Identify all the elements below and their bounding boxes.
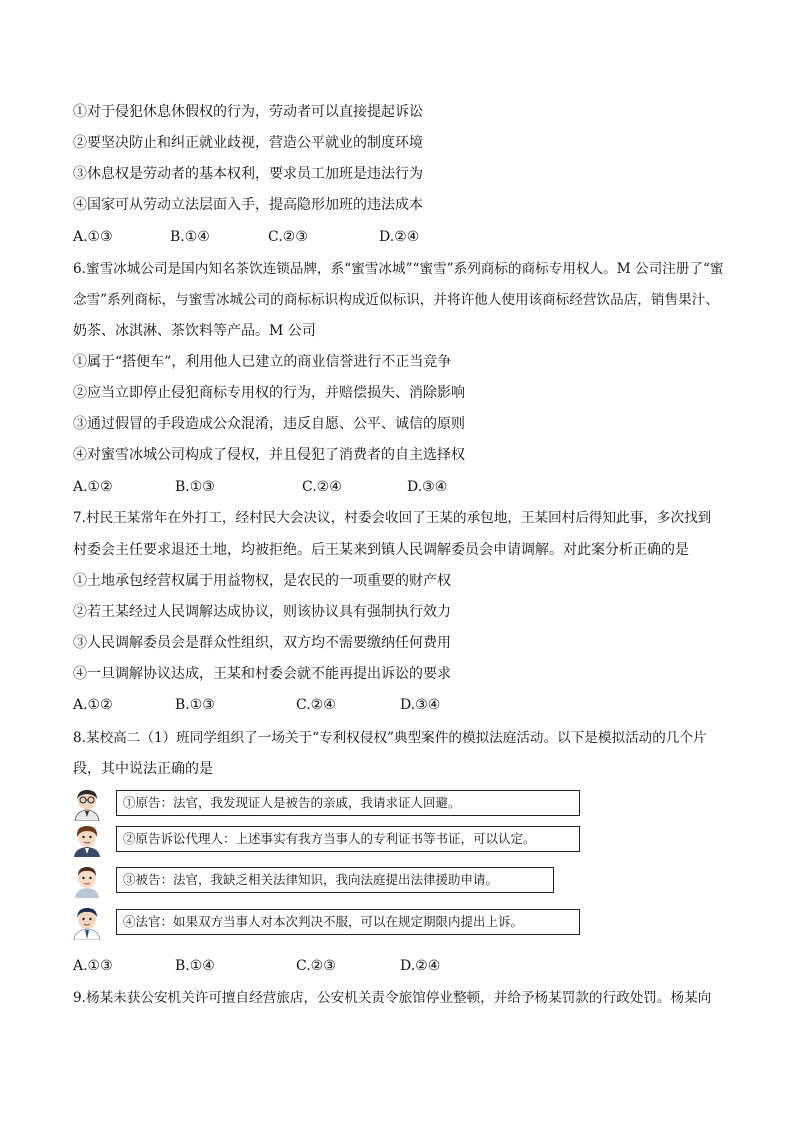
q5-statement-2: ②要坚决防止和纠正就业歧视，营造公平就业的制度环境: [73, 135, 423, 151]
q7-choice-a: A.①②: [73, 697, 113, 713]
lawyer-avatar-icon: [70, 823, 104, 857]
q7-statement-1: ①土地承包经营权属于用益物权，是农民的一项重要的财产权: [73, 573, 451, 589]
q7-statement-2: ②若王某经过人民调解达成协议，则该协议具有强制执行效力: [73, 604, 451, 620]
q7-statement-4: ④一旦调解协议达成，王某和村委会就不能再提出诉讼的要求: [73, 666, 451, 682]
q5-statement-3: ③休息权是劳动者的基本权利，要求员工加班是违法行为: [73, 166, 423, 182]
q5-statement-1: ①对于侵犯休息休假权的行为，劳动者可以直接提起诉讼: [73, 104, 423, 120]
q6-statement-1: ①属于“搭便车”，利用他人已建立的商业信誉进行不正当竞争: [73, 354, 452, 370]
q6-stem-line-1: 6.蜜雪冰城公司是国内知名茶饮连锁品牌，系“蜜雪冰城”“蜜雪”系列商标的商标专用权人。M 公司注册了“蜜: [73, 261, 724, 277]
dialog-bubble-judge: ④法官：如果双方当事人对本次判决不服，可以在规定期限内提出上诉。: [116, 909, 580, 935]
judge-avatar-icon: [70, 906, 104, 940]
dialog-bubble-defendant: ③被告：法官，我缺乏相关法律知识，我向法庭提出法律援助申请。: [116, 867, 554, 893]
q7-stem-line-1: 7.村民王某常年在外打工，经村民大会决议，村委会收回了王某的承包地，王某回村后得知此事，多次找到: [73, 510, 712, 526]
q6-statement-3: ③通过假冒的手段造成公众混淆，违反自愿、公平、诚信的原则: [73, 416, 465, 432]
q5-choice-a: A.①③: [73, 229, 113, 245]
q7-choice-c: C.②④: [296, 697, 336, 713]
q5-choice-d: D.②④: [379, 229, 420, 245]
q8-choice-a: A.①③: [73, 958, 113, 974]
q6-statement-2: ②应当立即停止侵犯商标专用权的行为，并赔偿损失、消除影响: [73, 385, 465, 401]
q6-choice-d: D.③④: [407, 479, 448, 495]
dialog-bubble-plaintiff: ①原告：法官，我发现证人是被告的亲戚，我请求证人回避。: [116, 790, 580, 816]
q9-stem-line-1: 9.杨某未获公安机关许可擅自经营旅店，公安机关责令旅馆停业整顿，并给予杨某罚款的行政处罚。杨某向: [73, 990, 712, 1006]
q6-choice-c: C.②④: [302, 479, 342, 495]
q8-choice-c: C.②③: [296, 958, 336, 974]
q7-choice-b: B.①③: [175, 697, 215, 713]
q8-stem-line-1: 8.某校高二（1）班同学组织了一场关于“专利权侵权”典型案件的模拟法庭活动。以下是模拟活动的几个片: [73, 730, 707, 746]
plaintiff-avatar-icon: [70, 787, 104, 821]
q8-choice-b: B.①④: [175, 958, 215, 974]
q5-choice-b: B.①④: [170, 229, 210, 245]
q8-stem-line-2: 段，其中说法正确的是: [73, 761, 213, 777]
q6-stem-line-3: 奶茶、冰淇淋、茶饮料等产品。M 公司: [73, 323, 316, 339]
q6-stem-line-2: 念雪”系列商标，与蜜雪冰城公司的商标标识构成近似标识，并将许他人使用该商标经营饮品店，销售果汁、: [73, 292, 719, 308]
q6-choice-b: B.①③: [175, 479, 215, 495]
defendant-avatar-icon: [70, 864, 104, 898]
q7-choice-d: D.③④: [400, 697, 441, 713]
dialog-bubble-plaintiff-agent: ②原告诉讼代理人：上述事实有我方当事人的专利证书等书证，可以认定。: [116, 826, 580, 852]
q6-statement-4: ④对蜜雪冰城公司构成了侵权，并且侵犯了消费者的自主选择权: [73, 447, 465, 463]
q5-choice-c: C.②③: [268, 229, 308, 245]
q8-choice-d: D.②④: [400, 958, 441, 974]
q6-choice-a: A.①②: [73, 479, 113, 495]
q7-statement-3: ③人民调解委员会是群众性组织，双方均不需要缴纳任何费用: [73, 635, 451, 651]
q5-statement-4: ④国家可从劳动立法层面入手，提高隐形加班的违法成本: [73, 197, 423, 213]
q7-stem-line-2: 村委会主任要求退还土地，均被拒绝。后王某来到镇人民调解委员会申请调解。对此案分析正确的是: [73, 542, 689, 558]
